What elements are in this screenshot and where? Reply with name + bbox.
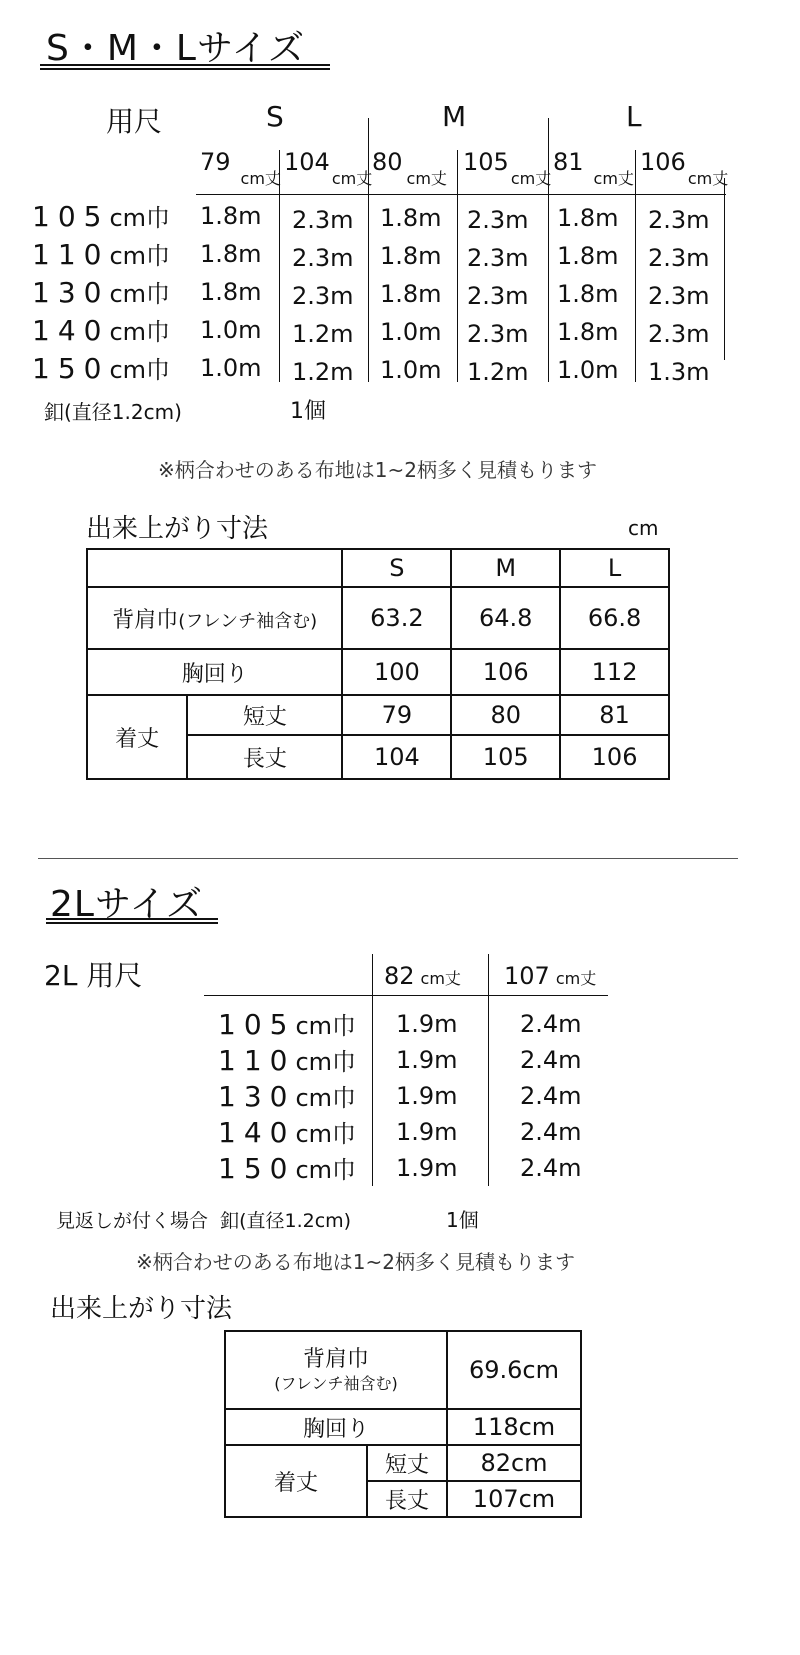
- divider: [457, 150, 458, 382]
- fabric-width-label: 150cm巾: [32, 352, 171, 385]
- chest-label: 胸回り: [225, 1409, 447, 1445]
- xl-title: 2Lサイズ: [50, 884, 204, 925]
- fabric-width-label: 130cm巾: [218, 1080, 357, 1113]
- yardage-cell: 1.8m: [200, 240, 262, 268]
- yardage-cell: 2.3m: [292, 282, 354, 310]
- length-col-header: 82 cm丈: [384, 962, 461, 990]
- yardage-cell: 1.9m: [396, 1010, 458, 1038]
- short-l: 81: [560, 695, 669, 735]
- finished-unit: cm: [628, 516, 659, 540]
- short-label: 短丈: [367, 1445, 447, 1481]
- yardage-cell: 2.3m: [467, 244, 529, 272]
- length-col-header: 81cm丈: [553, 148, 634, 188]
- fabric-width-label: 110cm巾: [218, 1044, 357, 1077]
- chest-label: 胸回り: [87, 649, 342, 695]
- title-underline: [40, 68, 330, 70]
- yardage-cell: 1.2m: [292, 358, 354, 386]
- title-underline: [40, 64, 330, 66]
- chest-s: 100: [342, 649, 451, 695]
- short-s: 79: [342, 695, 451, 735]
- button-qty: 1個: [290, 399, 326, 424]
- header-m: M: [451, 549, 560, 587]
- yardage-cell: 1.0m: [557, 356, 619, 384]
- yardage-cell: 2.4m: [520, 1118, 582, 1146]
- yardage-cell: 1.0m: [200, 316, 262, 344]
- yardage-cell: 1.8m: [557, 318, 619, 346]
- yardage-cell: 2.4m: [520, 1154, 582, 1182]
- short-m: 80: [451, 695, 560, 735]
- length-col-header: 106cm丈: [640, 148, 729, 188]
- button-qty: 1個: [446, 1208, 479, 1232]
- length-label: 着丈: [87, 695, 187, 779]
- header-l: L: [560, 549, 669, 587]
- shoulder-m: 64.8: [451, 587, 560, 649]
- length-col-header: 80cm丈: [372, 148, 447, 188]
- shoulder-l: 66.8: [560, 587, 669, 649]
- divider: [372, 954, 373, 1186]
- long-label: 長丈: [187, 735, 342, 779]
- finished-title: 出来上がり寸法: [86, 514, 269, 544]
- chest-l: 112: [560, 649, 669, 695]
- yardage-cell: 1.9m: [396, 1154, 458, 1182]
- shoulder-s: 63.2: [342, 587, 451, 649]
- fabric-width-label: 150cm巾: [218, 1152, 357, 1185]
- length-col-header: 107 cm丈: [504, 962, 597, 990]
- title-underline: [46, 922, 218, 924]
- finished-dimensions-table: [86, 548, 670, 780]
- short-label: 短丈: [187, 695, 342, 735]
- yardage-cell: 1.8m: [200, 278, 262, 306]
- yardage-cell: 2.3m: [292, 206, 354, 234]
- button-note: 見返しが付く場合 釦(直径1.2cm): [56, 1210, 352, 1232]
- yardage-cell: 2.3m: [648, 282, 710, 310]
- yardage-cell: 1.9m: [396, 1046, 458, 1074]
- shoulder-label: 背肩巾(フレンチ袖含む): [87, 587, 342, 649]
- yardage-cell: 2.3m: [467, 206, 529, 234]
- divider: [635, 150, 636, 382]
- yardage-cell: 1.0m: [200, 354, 262, 382]
- divider: [724, 178, 725, 360]
- yardage-cell: 1.8m: [557, 204, 619, 232]
- chest-m: 106: [451, 649, 560, 695]
- yardage-cell: 2.3m: [648, 244, 710, 272]
- yardage-cell: 2.4m: [520, 1046, 582, 1074]
- fabric-width-label: 105cm巾: [32, 200, 171, 233]
- yardage-cell: 2.4m: [520, 1082, 582, 1110]
- yardage-cell: 2.3m: [292, 244, 354, 272]
- yardage-cell: 1.8m: [380, 280, 442, 308]
- chest-value: 118cm: [447, 1409, 581, 1445]
- length-label: 着丈: [225, 1445, 367, 1517]
- yardage-cell: 2.3m: [648, 320, 710, 348]
- length-col-header: 105cm丈: [463, 148, 552, 188]
- shoulder-value: 69.6cm: [447, 1331, 581, 1409]
- yardage-cell: 1.2m: [292, 320, 354, 348]
- yardage-cell: 1.3m: [648, 358, 710, 386]
- finished-title: 出来上がり寸法: [50, 1294, 233, 1324]
- fabric-width-label: 110cm巾: [32, 238, 171, 271]
- length-col-header: 79cm丈: [200, 148, 281, 188]
- divider: [196, 194, 726, 195]
- fabric-width-label: 105cm巾: [218, 1008, 357, 1041]
- yardage-cell: 2.4m: [520, 1010, 582, 1038]
- length-col-header: 104cm丈: [284, 148, 373, 188]
- yardage-cell: 1.8m: [557, 280, 619, 308]
- divider: [488, 954, 489, 1186]
- yardage-cell: 1.9m: [396, 1118, 458, 1146]
- size-header-m: M: [442, 100, 467, 133]
- divider: [204, 995, 608, 996]
- yardage-cell: 2.3m: [467, 320, 529, 348]
- sml-title: S・M・Lサイズ: [46, 28, 306, 69]
- yardage-cell: 1.0m: [380, 356, 442, 384]
- fabric-width-label: 140cm巾: [32, 314, 171, 347]
- yardage-cell: 1.2m: [467, 358, 529, 386]
- pattern-note: ※柄合わせのある布地は1~2柄多く見積もります: [136, 1250, 575, 1274]
- long-m: 105: [451, 735, 560, 779]
- xl-finished-dimensions-table: [224, 1330, 582, 1518]
- fabric-width-label: 130cm巾: [32, 276, 171, 309]
- long-value: 107cm: [447, 1481, 581, 1517]
- short-value: 82cm: [447, 1445, 581, 1481]
- yardage-cell: 1.8m: [380, 242, 442, 270]
- fabric-width-label: 140cm巾: [218, 1116, 357, 1149]
- yardage-cell: 1.8m: [200, 202, 262, 230]
- header-s: S: [342, 549, 451, 587]
- yardage-cell: 1.8m: [380, 204, 442, 232]
- long-label: 長丈: [367, 1481, 447, 1517]
- pattern-note: ※柄合わせのある布地は1~2柄多く見積もります: [158, 458, 597, 482]
- yardage-cell: 1.9m: [396, 1082, 458, 1110]
- section-divider: [38, 858, 738, 859]
- long-s: 104: [342, 735, 451, 779]
- yardage-label: 用尺: [106, 105, 163, 138]
- size-header-s: S: [266, 100, 284, 133]
- yardage-cell: 2.3m: [467, 282, 529, 310]
- xl-yardage-label: 2L 用尺: [44, 959, 143, 992]
- title-underline: [46, 918, 218, 920]
- long-l: 106: [560, 735, 669, 779]
- yardage-cell: 1.8m: [557, 242, 619, 270]
- shoulder-label: 背肩巾 (フレンチ袖含む): [225, 1331, 447, 1409]
- button-note: 釦(直径1.2cm): [44, 400, 182, 424]
- yardage-cell: 1.0m: [380, 318, 442, 346]
- yardage-cell: 2.3m: [648, 206, 710, 234]
- header-blank: [87, 549, 342, 587]
- size-header-l: L: [626, 100, 642, 133]
